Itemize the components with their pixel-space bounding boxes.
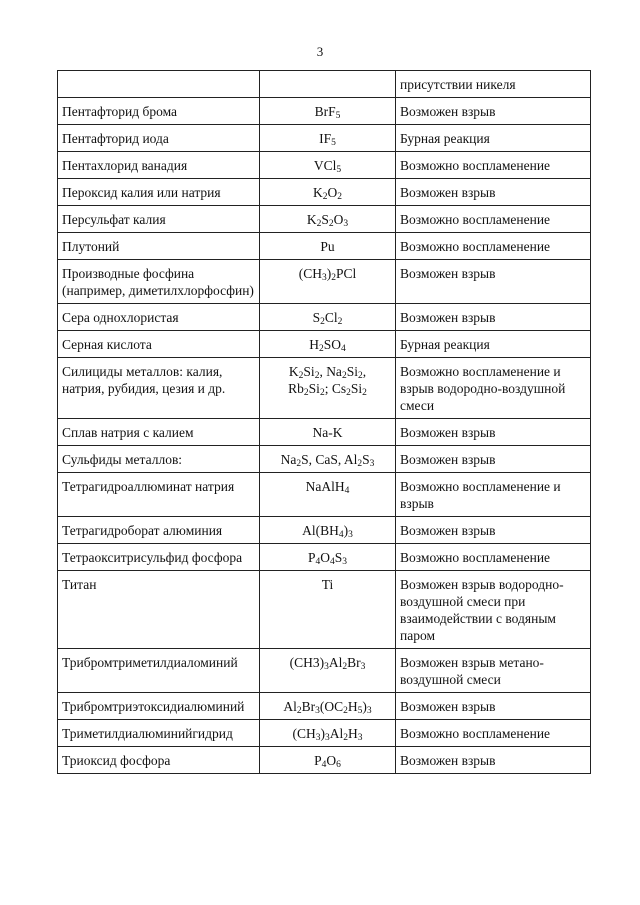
table-row [58,206,591,233]
reaction-effect-cell: Возможно воспламенение [396,720,591,747]
table-row [58,233,591,260]
formula-part: ) [362,699,367,714]
formula-subscript: 4 [321,760,327,770]
formula-part: (CH3) [289,655,325,670]
formula-subscript: 3 [369,459,375,469]
reaction-effect-cell: Возможен взрыв [396,260,591,304]
substance-name-cell: Триоксид фосфора [58,747,260,774]
reaction-effect-cell: Возможен взрыв [396,747,591,774]
formula-part: SO [323,337,341,352]
formula-part: , [362,364,367,379]
table-row [58,125,591,152]
formula-subscript: 2 [298,371,304,381]
substance-name-cell: Трибромтриметилдиаломиний [58,649,260,693]
chemical-formula-cell [260,571,396,649]
table-row [58,152,591,179]
formula-subscript: 4 [344,486,350,496]
chemical-formula-cell [260,446,396,473]
chemical-formula-cell [260,179,396,206]
formula-part: ) [326,266,332,281]
substance-name-cell: Трибромтриэтоксидиалюминий [58,693,260,720]
formula-part: O [327,185,338,200]
formula-part: K [288,364,299,379]
formula-subscript: 2 [346,388,351,398]
formula-subscript: 2 [357,371,363,381]
formula-subscript: 2 [316,219,322,229]
substances-table [57,70,591,774]
chemical-formula-cell [260,304,396,331]
reaction-effect-cell: Возможен взрыв метано-воздушной смеси [396,649,591,693]
formula-part: K [306,212,317,227]
formula-subscript: 3 [357,733,363,743]
formula-part: (OC [319,699,344,714]
formula-part: O [326,753,337,768]
table-row [58,693,591,720]
chemical-formula-cell [260,125,396,152]
formula-subscript: 2 [303,388,309,398]
substance-name-cell: Сплав натрия с калием [58,419,260,446]
reaction-effect-cell: Бурная реакция [396,331,591,358]
table-row [58,446,591,473]
chemical-formula-cell [260,693,396,720]
table-row [58,747,591,774]
reaction-effect-cell: Возможен взрыв [396,98,591,125]
formula-subscript: 3 [315,733,321,743]
formula-subscript: 2 [296,459,302,469]
chemical-formula-cell [260,260,396,304]
reaction-effect-cell: Возможен взрыв [396,419,591,446]
substance-name-cell: Силициды металлов: калия, натрия, рубидия, цезия и др. [58,358,260,419]
formula-subscript: 2 [328,219,334,229]
formula-subscript: 2 [341,371,347,381]
reaction-effect-cell: Возможно воспламенение и взрыв водородно-воздушной смеси [396,358,591,419]
reaction-effect-cell: Возможно воспламенение [396,233,591,260]
formula-subscript: 2 [337,317,343,327]
chemical-formula-cell [260,71,396,98]
formula-subscript: 2 [319,388,325,398]
formula-subscript: 2 [343,706,348,716]
formula-part: IF [319,131,332,146]
formula-part: O [320,550,330,565]
reaction-effect-cell: Возможен взрыв [396,446,591,473]
table-row [58,304,591,331]
chemical-formula-cell [260,98,396,125]
table-row [58,720,591,747]
reaction-effect-cell: Возможен взрыв водородно-воздушной смеси при взаимодействии с водяным паром [396,571,591,649]
formula-part: Al [328,655,343,670]
substance-name-cell: Тетрагидроаллюминат натрия [58,473,260,517]
formula-part: Si [308,381,320,396]
formula-subscript: 5 [335,111,341,121]
substance-name-cell [58,71,260,98]
formula-part: Rb [288,381,304,396]
formula-part: Si [303,364,315,379]
chemical-formula-cell [260,747,396,774]
formula-part: VCl [313,158,337,173]
formula-part: ) [343,523,349,538]
formula-part: H [348,726,358,741]
formula-part: , Na [319,364,342,379]
formula-part: Na-K [312,425,343,440]
substance-name-cell: Триметилдиалюминийгидрид [58,720,260,747]
formula-subscript: 3 [324,662,329,672]
formula-subscript: 3 [321,273,327,283]
formula-subscript: 4 [338,530,344,540]
substance-name-cell: Пентафторид брома [58,98,260,125]
formula-part: ) [320,726,325,741]
formula-part: Na [280,452,297,467]
formula-part: Br [347,655,361,670]
formula-part: Si [350,381,363,396]
formula-subscript: 4 [341,344,346,354]
formula-part: (CH [298,266,322,281]
table-row [58,649,591,693]
formula-part: P [314,753,322,768]
reaction-effect-cell: Возможен взрыв [396,693,591,720]
formula-subscript: 3 [360,662,366,672]
formula-part: Al [329,726,344,741]
substance-name-cell: Производные фосфина (например, диметилхлорфосфин) [58,260,260,304]
formula-part: Al(BH [302,523,339,538]
table-row [58,473,591,517]
formula-part: K [313,185,323,200]
chemical-formula-cell [260,331,396,358]
substance-name-cell: Сульфиды металлов: [58,446,260,473]
formula-part: S [362,452,370,467]
formula-part: (CH [292,726,316,741]
reaction-effect-cell: Бурная реакция [396,125,591,152]
formula-subscript: 6 [336,760,341,770]
formula-subscript: 2 [343,733,348,743]
reaction-effect-cell: Возможно воспламенение [396,544,591,571]
formula-part: Cl [324,310,338,325]
reaction-effect-cell: Возможно воспламенение [396,152,591,179]
substance-name-cell: Титан [58,571,260,649]
formula-part: PCl [335,266,357,281]
reaction-effect-cell: Возможно воспламенение [396,206,591,233]
formula-part: Ti [321,577,334,592]
substance-name-cell: Тетрагидроборат алюминия [58,517,260,544]
table-row [58,331,591,358]
formula-part: ; Cs [324,381,347,396]
formula-subscript: 3 [315,706,320,716]
formula-part: Br [301,699,316,714]
table-row [58,517,591,544]
chemical-formula-cell [260,473,396,517]
formula-subscript: 2 [322,192,328,202]
formula-subscript: 3 [325,733,330,743]
chemical-formula-cell [260,206,396,233]
formula-part: S [334,550,343,565]
formula-subscript: 3 [366,706,372,716]
substance-name-cell: Персульфат калия [58,206,260,233]
substance-name-cell: Серная кислота [58,331,260,358]
table-row [58,571,591,649]
formula-subscript: 2 [357,459,363,469]
formula-part: S, CaS, Al [301,452,358,467]
page-number: 3 [316,44,324,59]
formula-part: Al [283,699,297,714]
reaction-effect-cell: присутствии никеля [396,71,591,98]
formula-subscript: 5 [336,165,342,175]
formula-subscript: 4 [315,557,321,567]
formula-subscript: 5 [357,706,363,716]
formula-subscript: 4 [330,557,335,567]
substance-name-cell: Тетраокситрисульфид фосфора [58,544,260,571]
table-row [58,98,591,125]
formula-subscript: 2 [342,662,348,672]
chemical-formula-cell [260,720,396,747]
substance-name-cell: Пентафторид иода [58,125,260,152]
table-row [58,419,591,446]
chemical-formula-cell [260,358,396,419]
table-row [58,179,591,206]
chemical-formula-cell [260,544,396,571]
formula-subscript: 3 [348,530,353,540]
substance-name-cell: Пентахлорид ванадия [58,152,260,179]
formula-part: O [333,212,344,227]
formula-subscript: 2 [318,344,324,354]
formula-part: P [307,550,316,565]
substance-name-cell: Плутоний [58,233,260,260]
reaction-effect-cell: Возможен взрыв [396,304,591,331]
reaction-effect-cell: Возможен взрыв [396,517,591,544]
formula-part: S [312,310,321,325]
chemical-formula-cell [260,649,396,693]
formula-part: Si [346,364,358,379]
substance-name-cell: Пероксид калия или натрия [58,179,260,206]
formula-subscript: 3 [342,557,348,567]
formula-subscript: 2 [320,317,325,327]
formula-part: NaAlH [305,479,345,494]
formula-subscript: 2 [362,388,367,398]
table-row [58,544,591,571]
formula-subscript: 2 [331,273,336,283]
substance-name-cell: Сера однохлористая [58,304,260,331]
table-row [58,260,591,304]
formula-subscript: 5 [331,138,336,148]
table-row [58,71,591,98]
chemical-formula-cell [260,152,396,179]
chemical-formula-cell [260,517,396,544]
formula-subscript: 2 [296,706,302,716]
formula-part: H [309,337,319,352]
formula-subscript: 3 [343,219,349,229]
chemical-formula-cell [260,419,396,446]
formula-part: BrF [314,104,336,119]
formula-part: H [347,699,358,714]
table-row [58,358,591,419]
table-body [58,71,591,774]
reaction-effect-cell: Возможен взрыв [396,179,591,206]
reaction-effect-cell: Возможно воспламенение и взрыв [396,473,591,517]
formula-part: Pu [320,239,335,254]
formula-part: S [321,212,329,227]
formula-subscript: 2 [337,192,342,202]
chemical-formula-cell [260,233,396,260]
formula-subscript: 2 [314,371,320,381]
